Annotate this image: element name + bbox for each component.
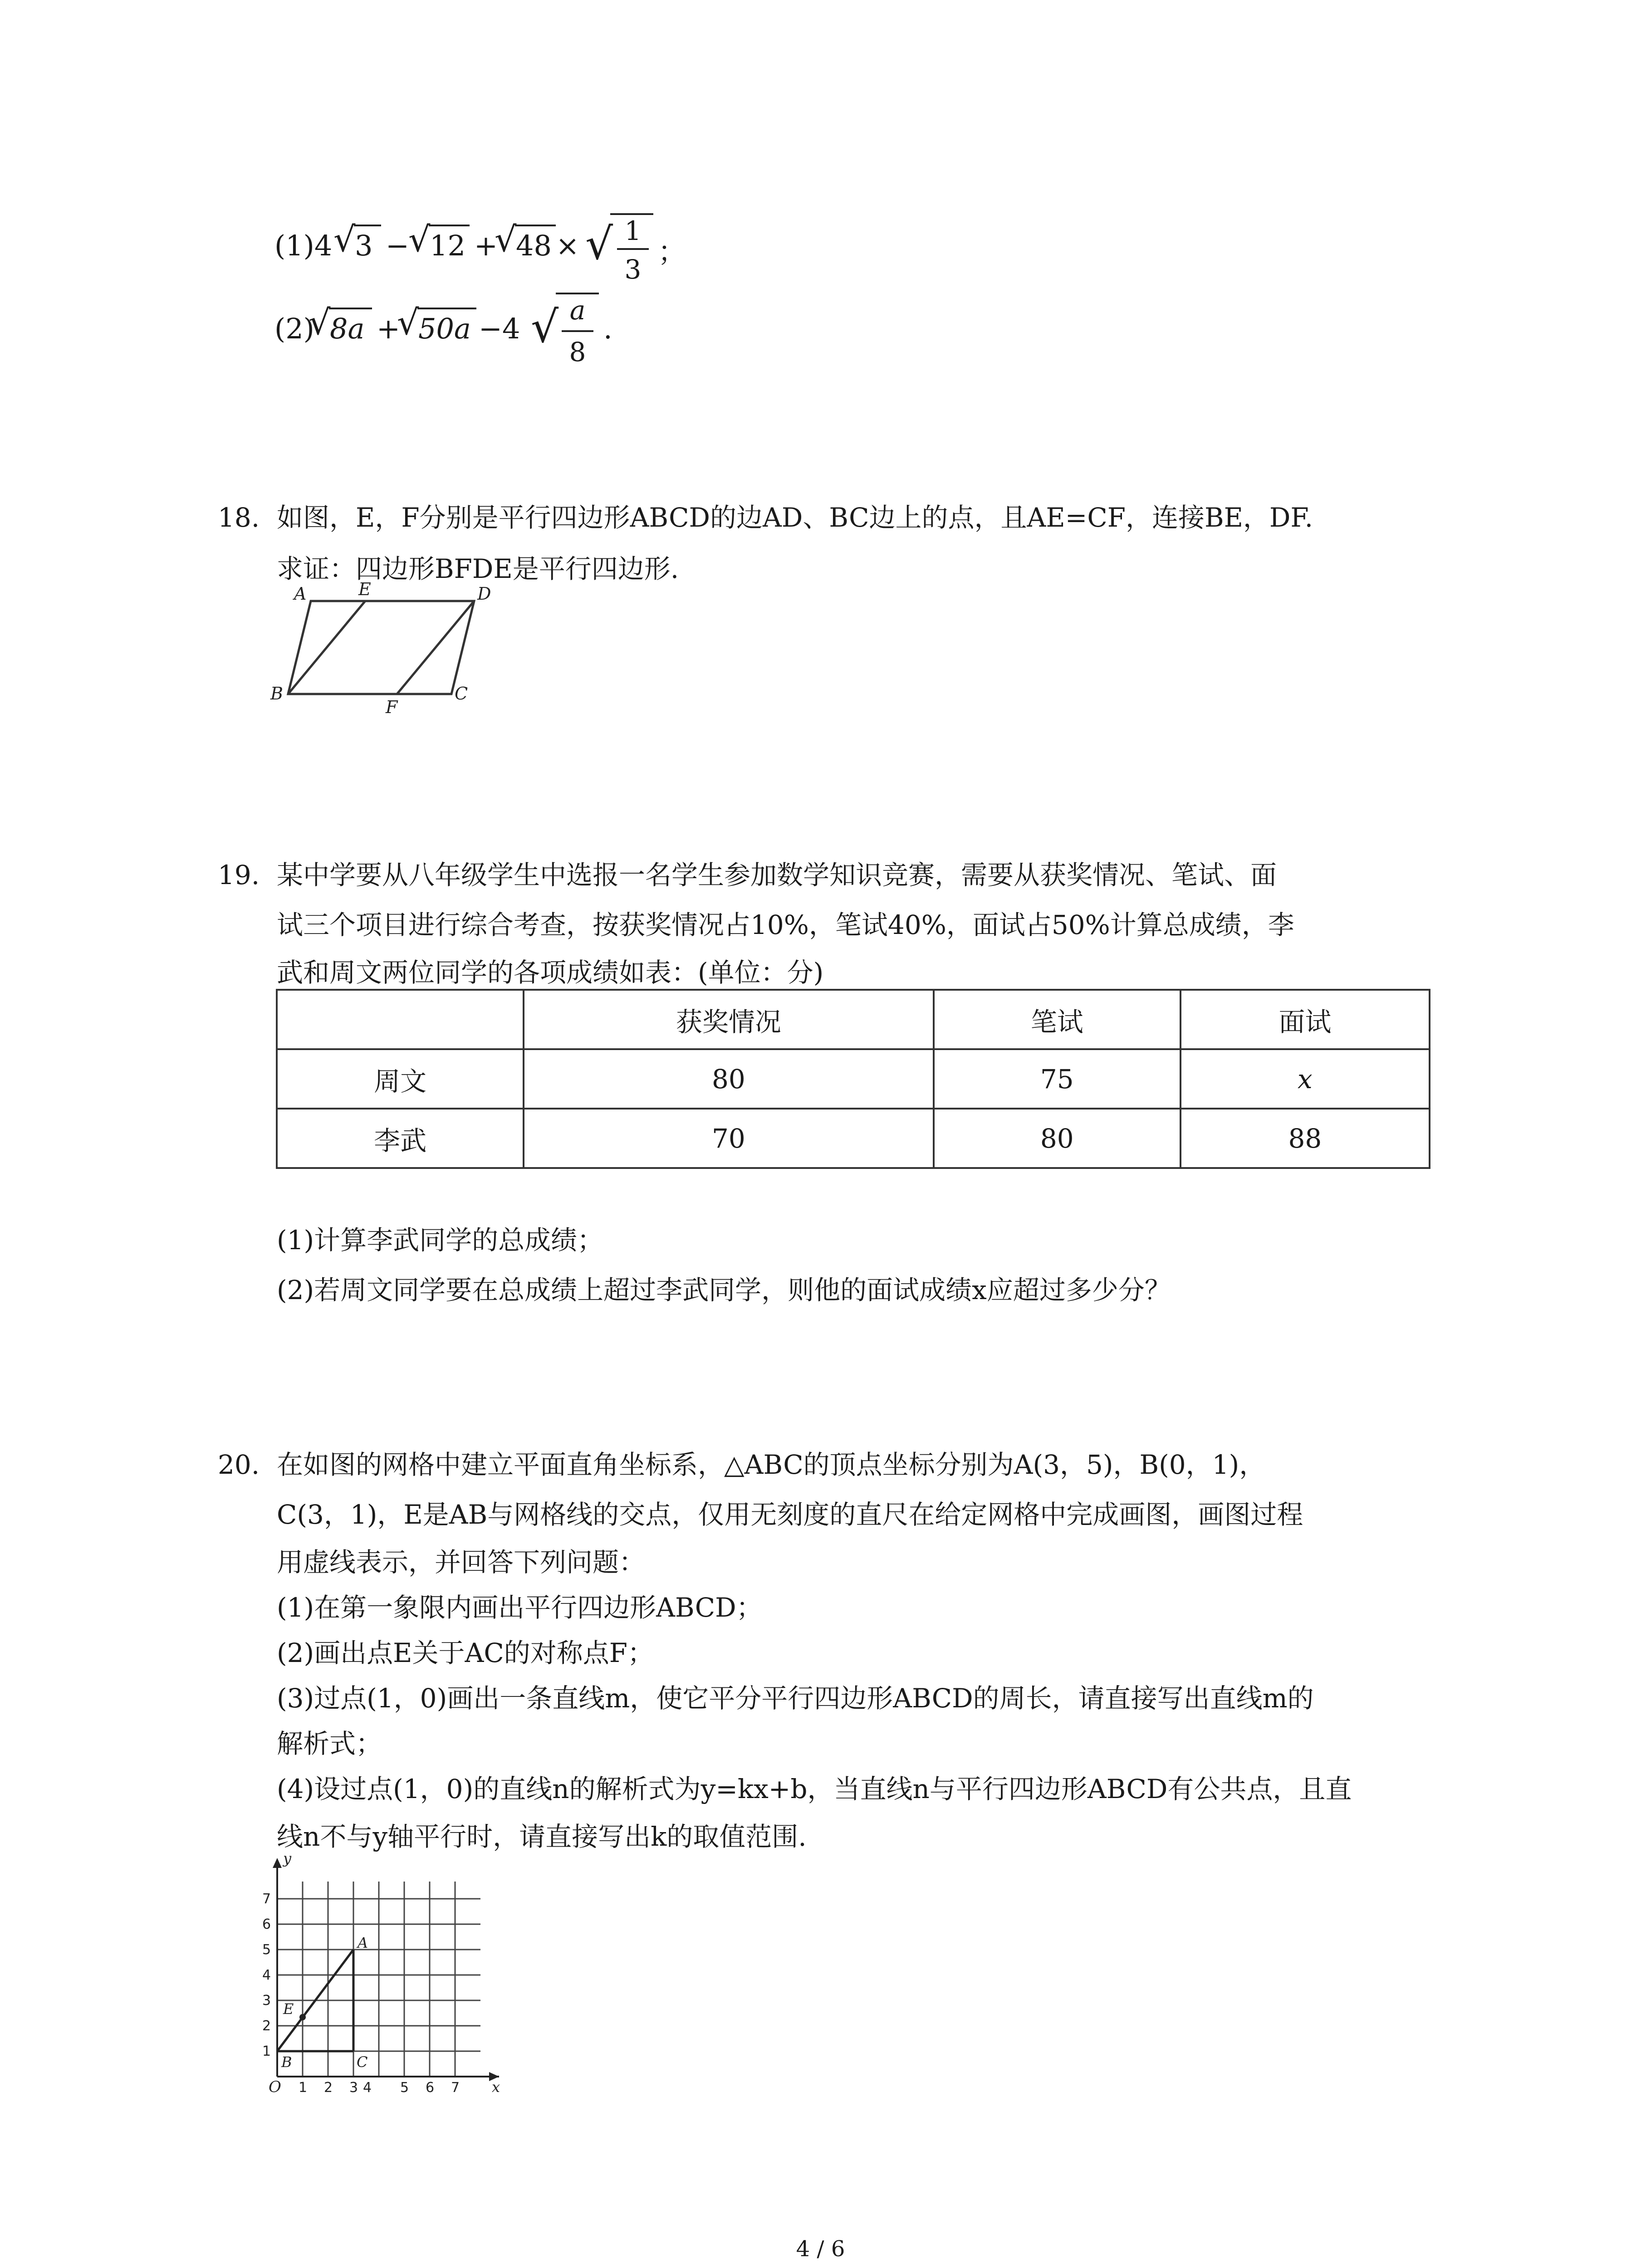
table-cell: x bbox=[1181, 1049, 1430, 1109]
q20-sub2: (2)画出点E关于AC的对称点F； bbox=[277, 1637, 654, 1668]
radical-bar bbox=[515, 225, 556, 226]
q17-p1-radicand2: 12 bbox=[430, 229, 465, 262]
y-tick-label: 6 bbox=[262, 1916, 271, 1932]
q18-line2: 求证：四边形BFDE是平行四边形. bbox=[277, 553, 679, 584]
q17-p2-plus: + bbox=[377, 312, 400, 345]
y-axis-arrow bbox=[273, 1858, 282, 1868]
q20-number: 20. bbox=[218, 1449, 260, 1480]
label-b: B bbox=[270, 684, 283, 704]
q20-sub4a: (4)设过点(1，0)的直线n的解析式为y=kx+b，当直线n与平行四边形ABCD有公共点，且直 bbox=[277, 1774, 1352, 1804]
y-axis-label: y bbox=[283, 1850, 292, 1867]
q19-sub1: (1)计算李武同学的总成绩； bbox=[277, 1225, 604, 1256]
q20-sub4b: 线n不与y轴平行时，请直接写出k的取值范围. bbox=[277, 1821, 807, 1852]
fraction-bar bbox=[562, 330, 593, 332]
radical-bar bbox=[610, 213, 653, 215]
table-header-cell: 面试 bbox=[1181, 990, 1430, 1049]
label-e: E bbox=[358, 579, 371, 599]
x-tick-label: 6 bbox=[426, 2080, 435, 2096]
q20-sub3a: (3)过点(1，0)画出一条直线m，使它平分平行四边形ABCD的周长，请直接写出直线m的 bbox=[277, 1683, 1314, 1714]
q17-p2-radicand1: 8a bbox=[330, 312, 365, 345]
x-tick-label: 1 bbox=[299, 2080, 308, 2096]
label-f: F bbox=[386, 697, 398, 717]
q19-number: 19. bbox=[218, 860, 260, 890]
q20-line2: C(3，1)，E是AB与网格线的交点，仅用无刻度的直尺在给定网格中完成画图，画图过程 bbox=[277, 1499, 1303, 1530]
x-tick-labels bbox=[299, 2080, 460, 2096]
table-cell: 80 bbox=[524, 1049, 934, 1109]
q17-p1-minus: − bbox=[386, 229, 409, 262]
q18-parallelogram-figure bbox=[268, 581, 504, 717]
q17-p2-minus4: −4 bbox=[479, 312, 520, 345]
x-tick-label: 3 bbox=[349, 2080, 358, 2096]
q17-p1-label: (1)4 bbox=[274, 229, 333, 262]
origin-label: O bbox=[269, 2078, 281, 2096]
y-tick-label: 4 bbox=[262, 1967, 271, 1983]
label-e: E bbox=[283, 2000, 294, 2018]
q20-sub1: (1)在第一象限内画出平行四边形ABCD； bbox=[277, 1592, 763, 1623]
q19-line1: 某中学要从八年级学生中选报一名学生参加数学知识竞赛，需要从获奖情况、笔试、面 bbox=[277, 860, 1277, 890]
table-cell: 70 bbox=[524, 1109, 934, 1168]
q17-p2-end: . bbox=[603, 312, 612, 345]
radical-bar bbox=[354, 225, 381, 226]
sqrt-sign: √ bbox=[333, 219, 356, 259]
q17-p1-end: ； bbox=[658, 235, 686, 268]
table-cell: 周文 bbox=[277, 1049, 524, 1109]
scores-table bbox=[276, 989, 1430, 1169]
sqrt-sign: √ bbox=[309, 302, 331, 342]
table-cell: 80 bbox=[934, 1109, 1181, 1168]
q17-p2-radicand2: 50a bbox=[418, 312, 471, 345]
table-cell: 75 bbox=[934, 1049, 1181, 1109]
x-axis-label: x bbox=[492, 2078, 500, 2096]
q18-number: 18. bbox=[218, 502, 260, 533]
y-tick-label: 7 bbox=[262, 1891, 271, 1907]
sqrt-sign: √ bbox=[495, 219, 517, 259]
q20-line3: 用虚线表示，并回答下列问题： bbox=[277, 1547, 646, 1578]
label-a: A bbox=[358, 1934, 368, 1951]
radical-bar bbox=[417, 308, 476, 309]
table-header-row bbox=[277, 990, 1430, 1049]
label-c: C bbox=[455, 684, 468, 704]
table-cell: 李武 bbox=[277, 1109, 524, 1168]
table-header-cell: 获奖情况 bbox=[524, 990, 934, 1049]
q17-p1-numerator: 1 bbox=[624, 215, 642, 246]
table-cell: 88 bbox=[1181, 1109, 1430, 1168]
q18-line1: 如图，E，F分别是平行四边形ABCD的边AD、BC边上的点，且AE=CF，连接BE，DF. bbox=[277, 502, 1313, 533]
sqrt-sign: √ bbox=[531, 302, 559, 352]
sqrt-sign: √ bbox=[397, 302, 419, 342]
q17-p1-times: × bbox=[556, 229, 579, 262]
fraction-bar bbox=[617, 248, 649, 250]
q20-coordinate-grid bbox=[262, 1842, 526, 2096]
y-tick-label: 1 bbox=[262, 2043, 271, 2059]
q17-p2-denominator: 8 bbox=[569, 337, 586, 367]
y-tick-label: 3 bbox=[262, 1993, 271, 2009]
label-c: C bbox=[357, 2053, 368, 2071]
q20-sub3b: 解析式； bbox=[277, 1728, 382, 1759]
axes bbox=[277, 1860, 499, 2077]
x-tick-label: 5 bbox=[400, 2080, 409, 2096]
q17-p1-radicand3: 48 bbox=[516, 229, 552, 262]
y-tick-label: 2 bbox=[262, 2018, 271, 2034]
radical-bar bbox=[556, 293, 599, 294]
label-b: B bbox=[281, 2053, 292, 2071]
y-tick-label: 5 bbox=[262, 1942, 271, 1958]
point-e bbox=[299, 2014, 306, 2020]
q19-sub2: (2)若周文同学要在总成绩上超过李武同学，则他的面试成绩x应超过多少分？ bbox=[277, 1275, 1171, 1305]
table-row bbox=[277, 1049, 1430, 1109]
q17-p1-plus: + bbox=[474, 229, 498, 262]
sqrt-sign: √ bbox=[408, 219, 431, 259]
radical-bar bbox=[329, 308, 372, 309]
grid-lines bbox=[277, 1882, 480, 2077]
q19-line2: 试三个项目进行综合考查，按获奖情况占10%，笔试40%，面试占50%计算总成绩，李 bbox=[277, 909, 1294, 940]
x-tick-label: 4 bbox=[363, 2080, 372, 2096]
y-tick-labels bbox=[262, 1891, 271, 2059]
x-tick-label: 2 bbox=[324, 2080, 333, 2096]
table-header-cell: 笔试 bbox=[934, 990, 1181, 1049]
q19-line3: 武和周文两位同学的各项成绩如表：(单位：分) bbox=[277, 957, 824, 988]
x-tick-label: 7 bbox=[451, 2080, 460, 2096]
q20-line1: 在如图的网格中建立平面直角坐标系，△ABC的顶点坐标分别为A(3，5)，B(0，1)， bbox=[277, 1449, 1266, 1480]
label-a: A bbox=[294, 584, 307, 604]
sqrt-sign: √ bbox=[585, 219, 613, 269]
page-number: 4 / 6 bbox=[796, 2236, 845, 2262]
parallelogram-abcd bbox=[288, 601, 474, 694]
q17-p1-radicand1: 3 bbox=[355, 229, 373, 262]
table-row bbox=[277, 1109, 1430, 1168]
q17-p1-denominator: 3 bbox=[624, 254, 642, 285]
q17-p2-numerator: a bbox=[569, 295, 586, 326]
q17-p2-label: (2) bbox=[274, 312, 314, 345]
label-d: D bbox=[477, 584, 491, 604]
table-header-cell bbox=[277, 990, 524, 1049]
radical-bar bbox=[429, 225, 470, 226]
